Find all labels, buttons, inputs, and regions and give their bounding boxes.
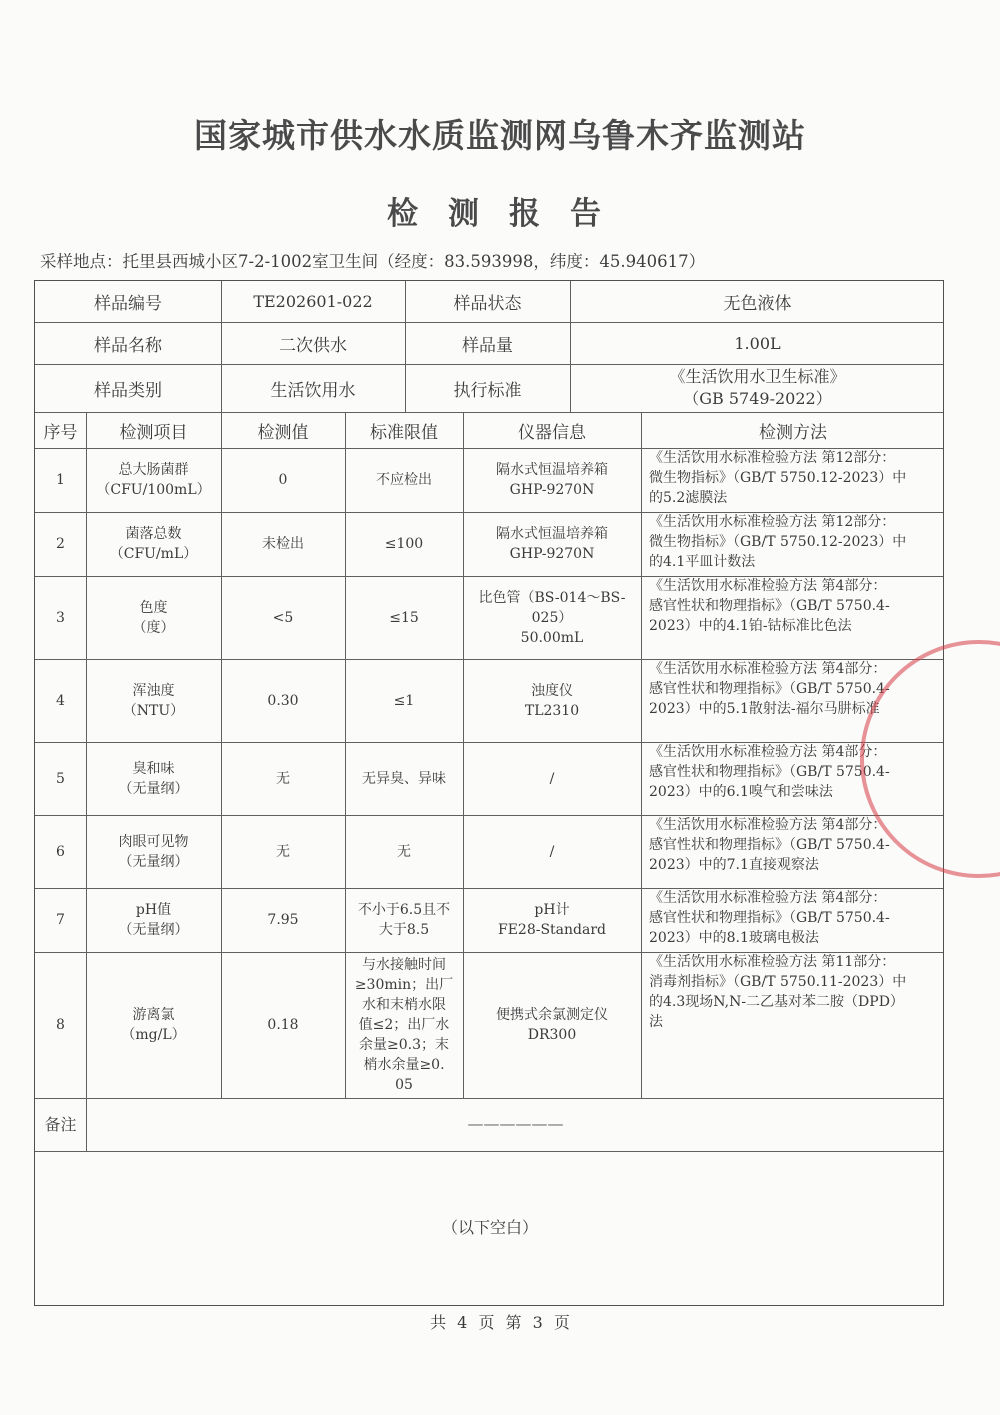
row-4-instrument-line: TL2310 xyxy=(524,702,580,719)
row-2-method xyxy=(641,512,945,576)
row-5-limit xyxy=(345,742,463,815)
row-7-item-line: pH值 xyxy=(135,902,172,918)
column-header-method: 检测方法 xyxy=(759,422,827,443)
row-4-limit xyxy=(345,659,463,742)
row-6-value: 无 xyxy=(276,843,290,860)
page-footer: 共 4 页 第 3 页 xyxy=(430,1313,570,1332)
row-8-value: 0.18 xyxy=(267,1017,299,1033)
row-2-method-line: 《生活饮用水标准检验方法 第12部分： xyxy=(649,514,896,530)
row-4-instrument-line: 浊度仪 xyxy=(531,682,573,699)
column-header-item: 检测项目 xyxy=(119,422,188,443)
row-4-item xyxy=(86,659,221,742)
row-7-limit-line: 大于8.5 xyxy=(378,922,430,938)
row-5-item-line: （无量纲） xyxy=(118,780,189,797)
column-header-instrument: 仪器信息 xyxy=(518,422,586,443)
row-5-seq: 5 xyxy=(56,770,65,787)
row-4-item-line: 浑浊度 xyxy=(132,682,175,699)
row-3-instrument-line: 025） xyxy=(531,609,573,626)
row-8-method-line: 的4.3现场N,N-二乙基对苯二胺（DPD） xyxy=(649,994,904,1010)
row-6-method xyxy=(641,815,945,888)
row-1-seq: 1 xyxy=(56,472,65,488)
row-3-method xyxy=(641,576,945,659)
row-5-method-line: 感官性状和物理指标》（GB/T 5750.4- xyxy=(649,764,890,780)
row-3-item-line: （度） xyxy=(132,619,175,636)
row-3-method-line: 感官性状和物理指标》（GB/T 5750.4- xyxy=(649,598,890,614)
sample-qty-value: 1.00L xyxy=(734,333,781,353)
row-1-limit-line: 不应检出 xyxy=(376,472,432,488)
column-header-value: 检测值 xyxy=(257,422,309,443)
row-6-instrument xyxy=(463,815,641,888)
row-6-limit-line: 无 xyxy=(397,843,411,860)
row-7-method-line: 《生活饮用水标准检验方法 第4部分： xyxy=(649,890,887,906)
row-6-method-line: 《生活饮用水标准检验方法 第4部分： xyxy=(649,817,887,833)
row-7-item xyxy=(86,888,221,952)
row-6-item-line: （无量纲） xyxy=(118,853,189,870)
row-3-limit xyxy=(345,576,463,659)
row-2-item-line: （CFU/mL） xyxy=(109,546,198,562)
sample-category-label: 样品类别 xyxy=(94,380,162,401)
row-8-limit-line: 05 xyxy=(395,1077,413,1093)
report-title: 检测报告 xyxy=(387,196,631,232)
standard-value xyxy=(570,364,945,412)
sample-qty-label: 样品量 xyxy=(462,335,513,356)
row-8-item xyxy=(86,952,221,1098)
row-8-method-line: 《生活饮用水标准检验方法 第11部分： xyxy=(649,954,896,970)
row-5-method-line: 《生活饮用水标准检验方法 第4部分： xyxy=(649,744,887,760)
row-7-method xyxy=(641,888,945,952)
row-1-value: 0 xyxy=(278,472,288,488)
row-7-item-line: （无量纲） xyxy=(118,922,189,938)
column-header-limit: 标准限值 xyxy=(370,422,438,443)
row-1-instrument xyxy=(463,448,641,512)
row-8-item-line: 游离氯 xyxy=(132,1007,175,1023)
row-8-limit-line: 水和末梢水限 xyxy=(362,997,446,1013)
row-7-seq: 7 xyxy=(56,912,65,928)
sample-category-value: 生活饮用水 xyxy=(270,380,356,401)
row-3-instrument-line: 50.00mL xyxy=(520,629,584,646)
standard-line-2: （GB 5749-2022） xyxy=(683,389,832,408)
row-8-limit xyxy=(345,952,463,1098)
row-3-seq: 3 xyxy=(56,609,65,626)
row-5-instrument xyxy=(463,742,641,815)
row-7-value: 7.95 xyxy=(267,912,299,928)
row-6-item xyxy=(86,815,221,888)
row-2-method-line: 的4.1平皿计数法 xyxy=(649,554,756,570)
row-8-seq: 8 xyxy=(56,1017,65,1033)
remarks-label: 备注 xyxy=(44,1115,77,1134)
row-2-limit-line: ≤100 xyxy=(384,536,424,552)
row-2-method-line: 微生物指标》（GB/T 5750.12-2023）中 xyxy=(649,534,907,550)
row-7-limit xyxy=(345,888,463,952)
row-4-method-line: 感官性状和物理指标》（GB/T 5750.4- xyxy=(649,681,890,697)
row-6-instrument-line: / xyxy=(549,843,555,860)
row-7-method-line: 感官性状和物理指标》（GB/T 5750.4- xyxy=(649,910,890,926)
row-1-instrument-line: 隔水式恒温培养箱 xyxy=(496,462,608,478)
row-3-method-line: 《生活饮用水标准检验方法 第4部分： xyxy=(649,578,887,594)
row-8-method-line: 法 xyxy=(649,1014,663,1030)
row-4-method-line: 《生活饮用水标准检验方法 第4部分： xyxy=(649,661,887,677)
row-1-method-line: 微生物指标》（GB/T 5750.12-2023）中 xyxy=(649,470,907,486)
standard-label: 执行标准 xyxy=(453,380,522,401)
row-8-instrument xyxy=(463,952,641,1098)
row-5-limit-line: 无异臭、异味 xyxy=(362,770,446,787)
standard-line-1: 《生活饮用水卫生标准》 xyxy=(669,367,846,386)
row-6-method-line: 感官性状和物理指标》（GB/T 5750.4- xyxy=(649,837,890,853)
row-7-method-line: 2023）中的8.1玻璃电极法 xyxy=(649,930,819,946)
row-2-value: 未检出 xyxy=(262,536,304,552)
row-8-limit-line: 余量≥0.3；末 xyxy=(359,1037,449,1053)
row-8-instrument-line: 便携式余氯测定仪 xyxy=(496,1007,608,1023)
row-1-limit xyxy=(345,448,463,512)
row-2-item xyxy=(86,512,221,576)
row-2-limit xyxy=(345,512,463,576)
row-3-item xyxy=(86,576,221,659)
row-8-item-line: （mg/L） xyxy=(121,1027,186,1043)
row-8-limit-line: 值≤2；出厂水 xyxy=(358,1017,450,1033)
sample-name-value: 二次供水 xyxy=(279,335,347,356)
row-3-method-line: 2023）中的4.1铂-钴标准比色法 xyxy=(649,618,852,634)
row-4-method xyxy=(641,659,945,742)
row-4-method-line: 2023）中的5.1散射法-福尔马肼标准 xyxy=(649,701,880,717)
row-8-method-line: 消毒剂指标》（GB/T 5750.11-2023）中 xyxy=(649,974,907,990)
report-table xyxy=(34,280,944,1306)
row-1-instrument-line: GHP-9270N xyxy=(509,482,595,498)
row-1-method xyxy=(641,448,945,512)
sample-state-label: 样品状态 xyxy=(453,294,522,314)
row-2-instrument-line: GHP-9270N xyxy=(509,546,595,562)
row-6-limit xyxy=(345,815,463,888)
row-6-seq: 6 xyxy=(56,843,65,860)
row-2-instrument-line: 隔水式恒温培养箱 xyxy=(496,526,608,542)
row-5-method-line: 2023）中的6.1嗅气和尝味法 xyxy=(649,784,833,800)
row-8-limit-line: ≥30min；出厂 xyxy=(354,977,454,993)
row-5-value: 无 xyxy=(276,770,290,787)
row-3-instrument-line: 比色管（BS-014～BS- xyxy=(478,589,626,606)
row-5-instrument-line: / xyxy=(549,770,555,787)
row-1-item xyxy=(86,448,221,512)
sample-name-label: 样品名称 xyxy=(94,335,162,356)
blank-note: （以下空白） xyxy=(441,1217,538,1237)
row-2-seq: 2 xyxy=(56,536,65,552)
row-2-item-line: 菌落总数 xyxy=(125,526,182,542)
row-5-method xyxy=(641,742,945,815)
row-6-method-line: 2023）中的7.1直接观察法 xyxy=(649,857,819,873)
row-1-item-line: （CFU/100mL） xyxy=(96,482,211,498)
row-4-seq: 4 xyxy=(56,692,65,709)
row-1-method-line: 的5.2滤膜法 xyxy=(649,490,728,506)
row-7-instrument-line: FE28-Standard xyxy=(497,922,607,938)
row-4-value: 0.30 xyxy=(267,692,299,709)
remarks-value: —————— xyxy=(467,1114,564,1133)
row-1-method-line: 《生活饮用水标准检验方法 第12部分： xyxy=(649,450,896,466)
row-8-limit-line: 与水接触时间 xyxy=(362,957,446,973)
row-7-instrument xyxy=(463,888,641,952)
row-8-instrument-line: DR300 xyxy=(527,1027,577,1043)
row-5-item-line: 臭和味 xyxy=(132,760,175,777)
row-1-item-line: 总大肠菌群 xyxy=(118,462,189,478)
row-4-instrument xyxy=(463,659,641,742)
row-7-instrument-line: pH计 xyxy=(534,902,570,918)
row-2-instrument xyxy=(463,512,641,576)
row-4-item-line: （NTU） xyxy=(122,702,185,719)
row-8-limit-line: 梢水余量≥0. xyxy=(363,1057,445,1073)
row-6-item-line: 肉眼可见物 xyxy=(118,833,189,850)
row-4-limit-line: ≤1 xyxy=(393,692,415,709)
sample-id-value: TE202601-022 xyxy=(253,292,373,311)
row-3-value: <5 xyxy=(272,609,294,626)
row-5-item xyxy=(86,742,221,815)
sampling-location: 采样地点：托里县西城小区7-2-1002室卫生间（经度：83.593998，纬度：45.940617） xyxy=(40,252,706,271)
row-8-method xyxy=(641,952,945,1098)
sample-id-label: 样品编号 xyxy=(94,294,162,314)
row-7-limit-line: 不小于6.5且不 xyxy=(357,902,451,918)
row-3-limit-line: ≤15 xyxy=(389,609,419,626)
column-header-seq: 序号 xyxy=(43,422,78,443)
organization-title: 国家城市供水水质监测网乌鲁木齐监测站 xyxy=(194,116,806,155)
row-3-item-line: 色度 xyxy=(139,599,168,616)
row-3-instrument xyxy=(463,576,641,659)
sample-state-value: 无色液体 xyxy=(723,294,792,314)
